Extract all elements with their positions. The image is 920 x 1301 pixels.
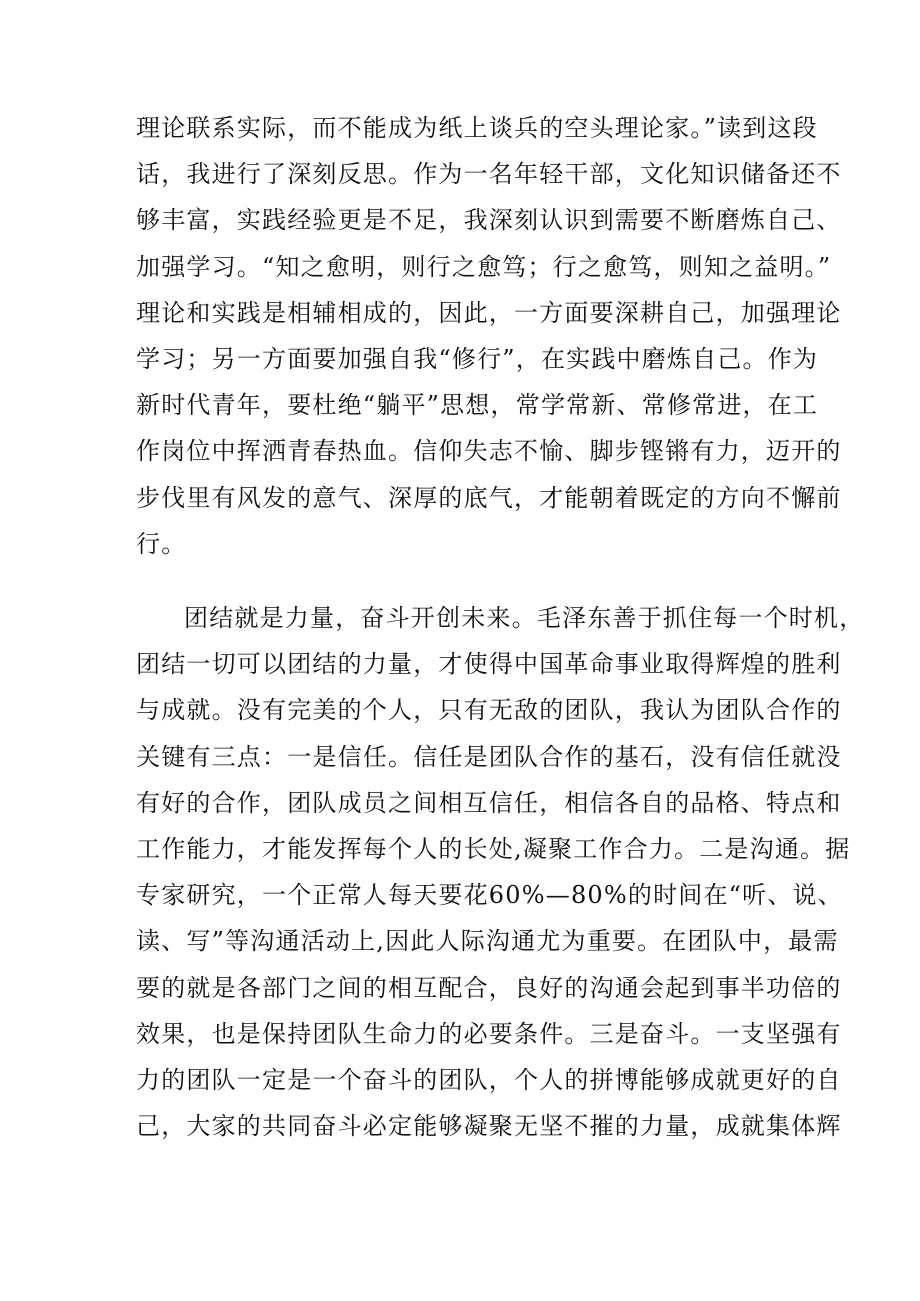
text-line: 要的就是各部门之间的相互配合，良好的沟通会起到事半功倍的 (136, 973, 842, 1002)
text-line: 理论和实践是相辅相成的，因此，一方面要深耕自己，加强理论 (136, 298, 842, 327)
text-line: 加强学习。“知之愈明，则行之愈笃；行之愈笃，则知之益明。” (136, 252, 832, 281)
paragraph-unity-strength (136, 595, 865, 1149)
paragraph-theory-practice (136, 105, 842, 567)
text-line: 效果，也是保持团队生命力的必要条件。三是奋斗。一支坚强有 (136, 1019, 842, 1048)
text-line: 力的团队一定是一个奋斗的团队，个人的拼博能够成就更好的自 (136, 1065, 842, 1094)
text-line: 读、写”等沟通活动上,因此人际沟通尤为重要。在团队中，最需 (136, 927, 839, 956)
text-line: 有好的合作，团队成员之间相互信任，相信各自的品格、特点和 (136, 788, 842, 817)
text-line: 行。 (136, 529, 187, 558)
text-line-first: 团结就是力量，奋斗开创未来。毛泽东善于抓住每一个时机， (184, 604, 865, 632)
text-line: 够丰富，实践经验更是不足，我深刻认识到需要不断磨炼自己、 (136, 206, 842, 235)
text-line: 己，大家的共同奋斗必定能够凝聚无坚不摧的力量，成就集体辉 (136, 1112, 842, 1141)
text-line: 团结一切可以团结的力量，才使得中国革命事业取得辉煌的胜利 (136, 650, 842, 679)
text-line: 话，我进行了深刻反思。作为一名年轻干部，文化知识储备还不 (136, 160, 842, 189)
text-line: 作岗位中挥洒青春热血。信仰失志不愉、脚步铿锵有力，迈开的 (136, 437, 842, 466)
text-line: 新时代青年，要杜绝“躺平”思想，常学常新、常修常进，在工 (136, 391, 819, 420)
text-line: 学习；另一方面要加强自我“修行”，在实践中磨炼自己。作为 (136, 344, 819, 373)
text-line: 工作能力，才能发挥每个人的长处,凝聚工作合力。二是沟通。据 (136, 834, 851, 863)
text-line: 与成就。没有完美的个人，只有无敌的团队，我认为团队合作的 (136, 696, 842, 725)
text-line: 步伐里有风发的意气、深厚的底气，才能朝着既定的方向不懈前 (136, 483, 842, 512)
text-line: 理论联系实际，而不能成为纸上谈兵的空头理论家。”读到这段 (136, 114, 818, 142)
text-line: 关键有三点：一是信任。信任是团队合作的基石，没有信任就没 (136, 742, 842, 771)
text-line: 专家研究，一个正常人每天要花60%—80%的时间在“听、说、 (136, 881, 843, 910)
